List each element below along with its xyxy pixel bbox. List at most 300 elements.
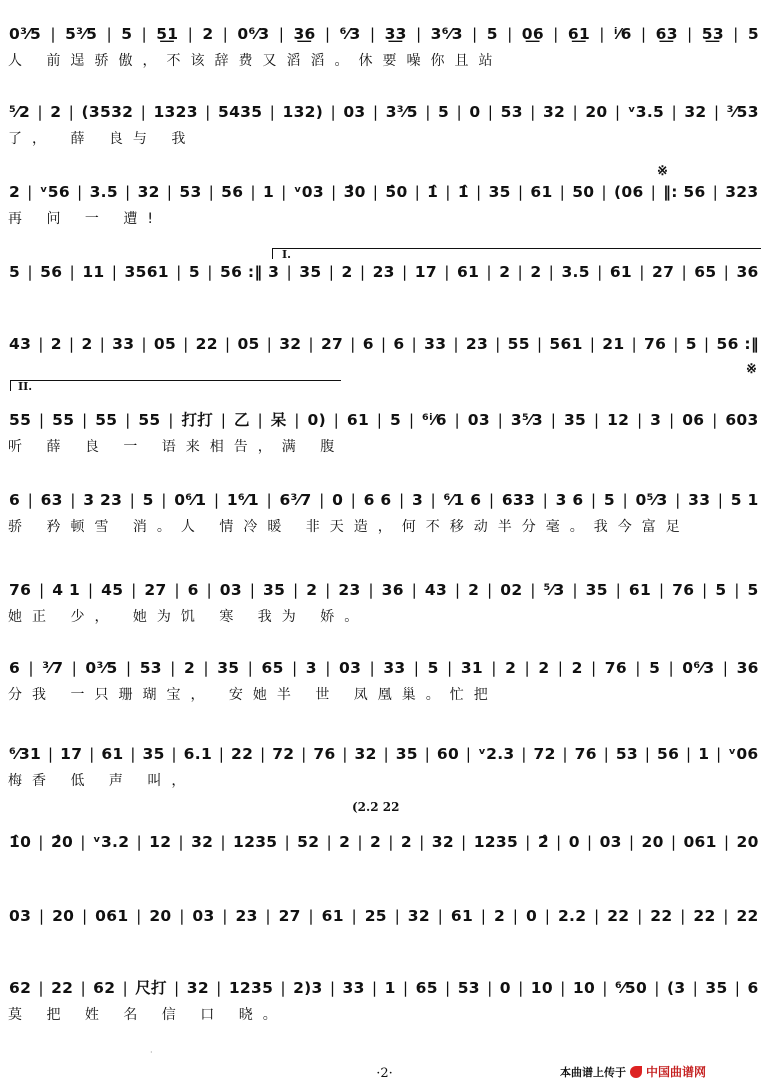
barline: | xyxy=(187,25,194,43)
measure: 55 xyxy=(95,411,118,429)
notation-row xyxy=(8,972,760,998)
barline: | xyxy=(733,25,739,43)
measure: 76 xyxy=(672,581,695,599)
barline: | xyxy=(249,581,256,599)
barline: | xyxy=(129,491,136,509)
measure: 05 xyxy=(237,335,260,353)
barline: | xyxy=(615,581,622,599)
barline: | xyxy=(419,833,425,851)
measure: 27 xyxy=(144,581,167,599)
measure: 61 xyxy=(457,263,480,281)
barline: | xyxy=(294,411,300,429)
measure: 2 xyxy=(50,103,62,121)
barline: | xyxy=(220,833,226,851)
notation-row xyxy=(8,176,760,202)
barline: | xyxy=(38,833,44,851)
measure: ᵛ06 xyxy=(728,745,759,763)
measure: 10 xyxy=(572,979,596,997)
measure: 36 xyxy=(381,581,404,599)
measure: 5 xyxy=(142,491,154,509)
measure: 5 xyxy=(715,581,727,599)
barline: | xyxy=(411,335,418,353)
barline: | xyxy=(480,907,487,925)
measure: 633 xyxy=(501,491,536,509)
measure: 5³⁄5 xyxy=(65,25,98,43)
barline: | xyxy=(602,979,608,997)
measure: 2 xyxy=(339,833,351,851)
measure: 3 xyxy=(411,491,424,509)
barline: | xyxy=(668,411,675,429)
measure: 2 xyxy=(183,659,196,677)
measure: 03 xyxy=(9,907,32,925)
barline: | xyxy=(38,411,45,429)
measure: 61 xyxy=(450,907,474,925)
measure: 32 xyxy=(407,907,430,925)
measure: 22 xyxy=(736,907,759,925)
barline: | xyxy=(430,491,437,509)
barline: | xyxy=(562,745,568,763)
barline: | xyxy=(286,263,293,281)
measure: ᵛ03 xyxy=(293,183,324,201)
measure: 32 xyxy=(191,833,214,851)
measure: 35 xyxy=(395,745,418,763)
second-ending-label: II. xyxy=(18,380,33,393)
measure: 32 xyxy=(137,183,160,201)
measure: 22 xyxy=(693,907,716,925)
barline: | xyxy=(174,581,180,599)
barline: | xyxy=(388,833,394,851)
barline: | xyxy=(628,833,635,851)
barline: | xyxy=(530,581,536,599)
measure: 05 xyxy=(153,335,177,353)
barline: | xyxy=(38,581,45,599)
measure: 63 xyxy=(40,491,63,509)
first-ending-label: I. xyxy=(282,248,291,261)
barline: | xyxy=(548,263,555,281)
barline: | xyxy=(650,183,657,201)
barline: | xyxy=(269,103,276,121)
barline: | xyxy=(131,581,137,599)
barline: | xyxy=(208,183,215,201)
barline: | xyxy=(398,491,405,509)
measure: 0͟6 xyxy=(521,25,544,43)
barline: | xyxy=(599,25,605,43)
barline: | xyxy=(81,411,88,429)
measure: 2̂ xyxy=(537,833,549,851)
lyrics-row: 骄 矜顿雪 消。人 情冷暖 非天造，何不移动半分毫。我今富足 xyxy=(8,519,690,535)
measure: ⁶⁄50 xyxy=(614,979,648,997)
measure: 55 xyxy=(138,411,161,429)
measure: ⁵⁄2 xyxy=(9,103,31,121)
barline: | xyxy=(723,263,730,281)
lyrics-row: 了， 薛 良与 我 xyxy=(8,131,196,147)
measure: 3 xyxy=(650,411,662,429)
measure: 62 xyxy=(93,979,116,997)
barline: | xyxy=(81,907,88,925)
barline: | xyxy=(454,581,461,599)
barline: | xyxy=(486,263,492,281)
measure: 5̂0 xyxy=(385,183,408,201)
notation-row xyxy=(8,404,760,430)
barline: | xyxy=(444,979,451,997)
barline: | xyxy=(179,907,185,925)
measure: 20 xyxy=(736,833,759,851)
measure: 76 xyxy=(9,581,32,599)
barline: | xyxy=(631,335,637,353)
notation-row xyxy=(8,652,760,678)
barline: | xyxy=(712,183,719,201)
barline: | xyxy=(635,659,641,677)
measure: 03 xyxy=(192,907,215,925)
barline: | xyxy=(278,25,285,43)
measure: 72 xyxy=(533,745,556,763)
barline: | xyxy=(176,263,182,281)
measure: 53 xyxy=(457,979,480,997)
barline: | xyxy=(372,183,379,201)
measure: 35 xyxy=(563,411,587,429)
measure: 2 xyxy=(493,907,506,925)
measure: 0 xyxy=(568,833,580,851)
barline: | xyxy=(330,103,337,121)
barline: | xyxy=(284,833,291,851)
grace-note-annotation: (2.2 22 xyxy=(352,800,400,814)
measure: 22 xyxy=(607,907,630,925)
barline: | xyxy=(394,907,401,925)
measure: 32 xyxy=(279,335,302,353)
footer-credit xyxy=(560,1063,706,1080)
measure: 1̂0 xyxy=(9,833,32,851)
measure: 21 xyxy=(602,335,625,353)
barline: | xyxy=(141,335,147,353)
barline: | xyxy=(308,907,314,925)
measure: 0⁵⁄3 xyxy=(635,491,668,509)
measure: 061 xyxy=(683,833,717,851)
notation-row xyxy=(8,900,760,926)
barline: | xyxy=(376,411,383,429)
measure: 50 xyxy=(572,183,595,201)
barline: | xyxy=(586,833,593,851)
barline: | xyxy=(716,745,722,763)
measure: 2 xyxy=(400,833,412,851)
barline: | xyxy=(639,263,645,281)
barline: | xyxy=(205,103,211,121)
measure: ⁶⁄3 xyxy=(339,25,361,43)
barline: | xyxy=(168,411,174,429)
barline: | xyxy=(259,745,266,763)
barline: | xyxy=(654,979,660,997)
barline: | xyxy=(685,745,692,763)
measure: 12 xyxy=(149,833,172,851)
barline: | xyxy=(637,907,643,925)
measure: 6 xyxy=(362,335,374,353)
measure: 3.5 xyxy=(561,263,590,281)
measure: 3⁵⁄3 xyxy=(510,411,544,429)
barline: | xyxy=(589,335,596,353)
barline: | xyxy=(518,979,524,997)
barline: | xyxy=(89,745,95,763)
lyrics-row: 她正 少， 她为饥 寒 我为 娇。 xyxy=(8,609,369,625)
barline: | xyxy=(542,491,549,509)
barline: | xyxy=(461,833,467,851)
measure: 3561 xyxy=(124,263,169,281)
barline: | xyxy=(544,907,551,925)
measure: 61 xyxy=(609,263,633,281)
measure: 23 xyxy=(338,581,361,599)
barline: | xyxy=(359,263,366,281)
barline: | xyxy=(122,979,129,997)
measure: (3 xyxy=(667,979,686,997)
barline: | xyxy=(622,491,629,509)
measure: 2 xyxy=(571,659,583,677)
lyrics-row xyxy=(8,858,760,878)
barline: | xyxy=(292,581,299,599)
barline: | xyxy=(644,745,651,763)
barline: | xyxy=(213,491,220,509)
barline: | xyxy=(530,103,536,121)
barline: | xyxy=(572,103,578,121)
measure: 32 xyxy=(431,833,454,851)
segno-sign-end: ※ xyxy=(746,362,757,377)
measure: 2̂0 xyxy=(50,833,74,851)
barline: | xyxy=(454,411,461,429)
measure: 2)3 xyxy=(293,979,323,997)
measure: 61 xyxy=(321,907,344,925)
barline: | xyxy=(723,907,729,925)
barline: | xyxy=(161,491,167,509)
barline: | xyxy=(521,745,527,763)
barline: | xyxy=(203,659,209,677)
barline: | xyxy=(70,491,76,509)
barline: | xyxy=(171,745,177,763)
barline: | xyxy=(87,581,94,599)
barline: | xyxy=(734,979,741,997)
measure: 32 xyxy=(186,979,209,997)
lyrics-row: 莫 把 姓 名 信 口 晓。 xyxy=(8,1007,287,1023)
barline: | xyxy=(702,581,708,599)
measure: 35 xyxy=(263,581,286,599)
measure: 5 xyxy=(747,25,759,43)
measure: 0 xyxy=(332,491,344,509)
barline: | xyxy=(380,335,387,353)
barline: | xyxy=(141,25,148,43)
barline: | xyxy=(424,745,431,763)
barline: | xyxy=(517,183,524,201)
notation-row xyxy=(8,484,760,510)
barline: | xyxy=(536,335,543,353)
barline: | xyxy=(130,745,136,763)
barline: | xyxy=(324,25,331,43)
barline: | xyxy=(111,263,118,281)
barline: | xyxy=(372,103,379,121)
barline: | xyxy=(326,833,332,851)
measure: 0 xyxy=(525,907,538,925)
barline: | xyxy=(525,833,531,851)
barline: | xyxy=(80,979,86,997)
measure: 53 xyxy=(179,183,202,201)
barline: | xyxy=(174,979,180,997)
barline: | xyxy=(183,335,189,353)
measure: 53 xyxy=(615,745,639,763)
barline: | xyxy=(491,659,497,677)
measure: 35 xyxy=(142,745,165,763)
barline: | xyxy=(125,659,132,677)
barline: | xyxy=(27,491,34,509)
measure: ⁱ⁄6 xyxy=(614,25,632,43)
barline: | xyxy=(614,103,621,121)
barline: | xyxy=(38,907,45,925)
measure: 22 xyxy=(231,745,254,763)
barline: | xyxy=(325,581,331,599)
measure: 43 xyxy=(9,335,32,353)
brand-logo-icon xyxy=(630,1066,642,1078)
barline: | xyxy=(572,581,578,599)
measure: 32 xyxy=(354,745,377,763)
measure: 6͟1 xyxy=(567,25,591,43)
barline: | xyxy=(350,335,356,353)
measure: ᵛ3.5 xyxy=(627,103,665,121)
barline: | xyxy=(687,25,693,43)
lyrics-row xyxy=(8,360,760,380)
barline: | xyxy=(207,263,213,281)
barline: | xyxy=(250,183,256,201)
barline: | xyxy=(125,183,131,201)
measure: 76 xyxy=(313,745,336,763)
barline: | xyxy=(206,581,213,599)
measure: 2 xyxy=(202,25,214,43)
measure: 22 xyxy=(51,979,74,997)
measure: 56 xyxy=(40,263,63,281)
barline: | xyxy=(38,335,44,353)
barline: | xyxy=(71,659,78,677)
barline: | xyxy=(680,907,686,925)
measure: 乙 xyxy=(233,411,250,429)
measure: 11 xyxy=(82,263,105,281)
measure: 35 xyxy=(585,581,608,599)
measure: 5435 xyxy=(217,103,263,121)
measure: 52 xyxy=(297,833,320,851)
measure: 36 xyxy=(736,659,759,677)
barline: | xyxy=(218,745,225,763)
barline: | xyxy=(597,263,603,281)
measure: 03 xyxy=(343,103,366,121)
measure: 65 xyxy=(694,263,717,281)
measure: 5 xyxy=(649,659,661,677)
barline: | xyxy=(453,335,459,353)
measure: 6 xyxy=(9,491,21,509)
barline: | xyxy=(325,659,331,677)
barline: | xyxy=(319,491,325,509)
barline: | xyxy=(77,183,83,201)
barline: | xyxy=(636,411,643,429)
barline: | xyxy=(413,659,420,677)
measure: 20 xyxy=(52,907,75,925)
barline: | xyxy=(106,25,112,43)
barline: | xyxy=(266,335,273,353)
barline: | xyxy=(402,263,408,281)
barline: | xyxy=(437,907,444,925)
lyrics-row xyxy=(8,932,760,952)
measure: 03 xyxy=(339,659,362,677)
measure: 3͟6 xyxy=(293,25,316,43)
measure: 323 xyxy=(725,183,759,201)
barline: | xyxy=(265,907,271,925)
measure: 0 xyxy=(499,979,511,997)
measure: 1̂ xyxy=(457,183,469,201)
measure: (06 xyxy=(613,183,644,201)
upload-text: 本曲谱上传于 xyxy=(560,1065,626,1079)
measure: 76 xyxy=(644,335,667,353)
measure: 5 xyxy=(121,25,133,43)
barline: | xyxy=(369,659,376,677)
barline: | xyxy=(692,979,699,997)
measure: ⁶⁄31 xyxy=(9,745,42,763)
measure: 6 xyxy=(187,581,199,599)
measure: 33 xyxy=(342,979,365,997)
measure: 61 xyxy=(346,411,370,429)
measure: 1 xyxy=(698,745,710,763)
measure: 尺打 xyxy=(135,979,167,997)
barline: | xyxy=(593,411,600,429)
barline: | xyxy=(497,411,504,429)
barline: | xyxy=(560,979,566,997)
barline: | xyxy=(330,183,337,201)
measure: 65 xyxy=(415,979,438,997)
barline: | xyxy=(487,103,494,121)
barline: | xyxy=(136,907,142,925)
barline: | xyxy=(447,659,453,677)
measure: (3532 xyxy=(81,103,134,121)
barline: | xyxy=(603,745,610,763)
measure: 2 xyxy=(50,335,62,353)
barline: | xyxy=(411,581,418,599)
measure: 5 xyxy=(747,581,759,599)
measure: 5͟1 xyxy=(156,25,179,43)
measure: ᵛ2.3 xyxy=(478,745,515,763)
measure: 3͟3 xyxy=(384,25,407,43)
barline: | xyxy=(69,263,76,281)
first-ending-bracket xyxy=(272,248,761,259)
measure: 2 xyxy=(341,263,353,281)
barline: | xyxy=(717,491,724,509)
barline: | xyxy=(559,183,566,201)
margin-dot: · xyxy=(150,1048,153,1057)
notation-row xyxy=(8,96,760,122)
measure: 55 xyxy=(507,335,530,353)
measure: 5͟3 xyxy=(701,25,724,43)
barline: | xyxy=(247,659,254,677)
barline: | xyxy=(673,335,679,353)
measure: ‖: 56 xyxy=(663,183,706,201)
measure: 56 :‖ 3 xyxy=(220,263,280,281)
barline: | xyxy=(486,581,493,599)
measure: ᵛ3.2 xyxy=(92,833,130,851)
measure: 62 xyxy=(9,979,32,997)
barline: | xyxy=(425,103,431,121)
measure: 2 xyxy=(499,263,511,281)
barline: | xyxy=(734,581,740,599)
measure: 1 xyxy=(262,183,275,201)
measure: 22 xyxy=(195,335,218,353)
measure: 6 6 xyxy=(363,491,392,509)
measure: ³⁄7 xyxy=(42,659,64,677)
barline: | xyxy=(350,491,357,509)
barline: | xyxy=(166,183,173,201)
measure: 5 xyxy=(603,491,616,509)
measure: 561 xyxy=(549,335,583,353)
measure: 20 xyxy=(641,833,664,851)
measure: 0⁶⁄1 xyxy=(174,491,207,509)
barline: | xyxy=(590,659,597,677)
